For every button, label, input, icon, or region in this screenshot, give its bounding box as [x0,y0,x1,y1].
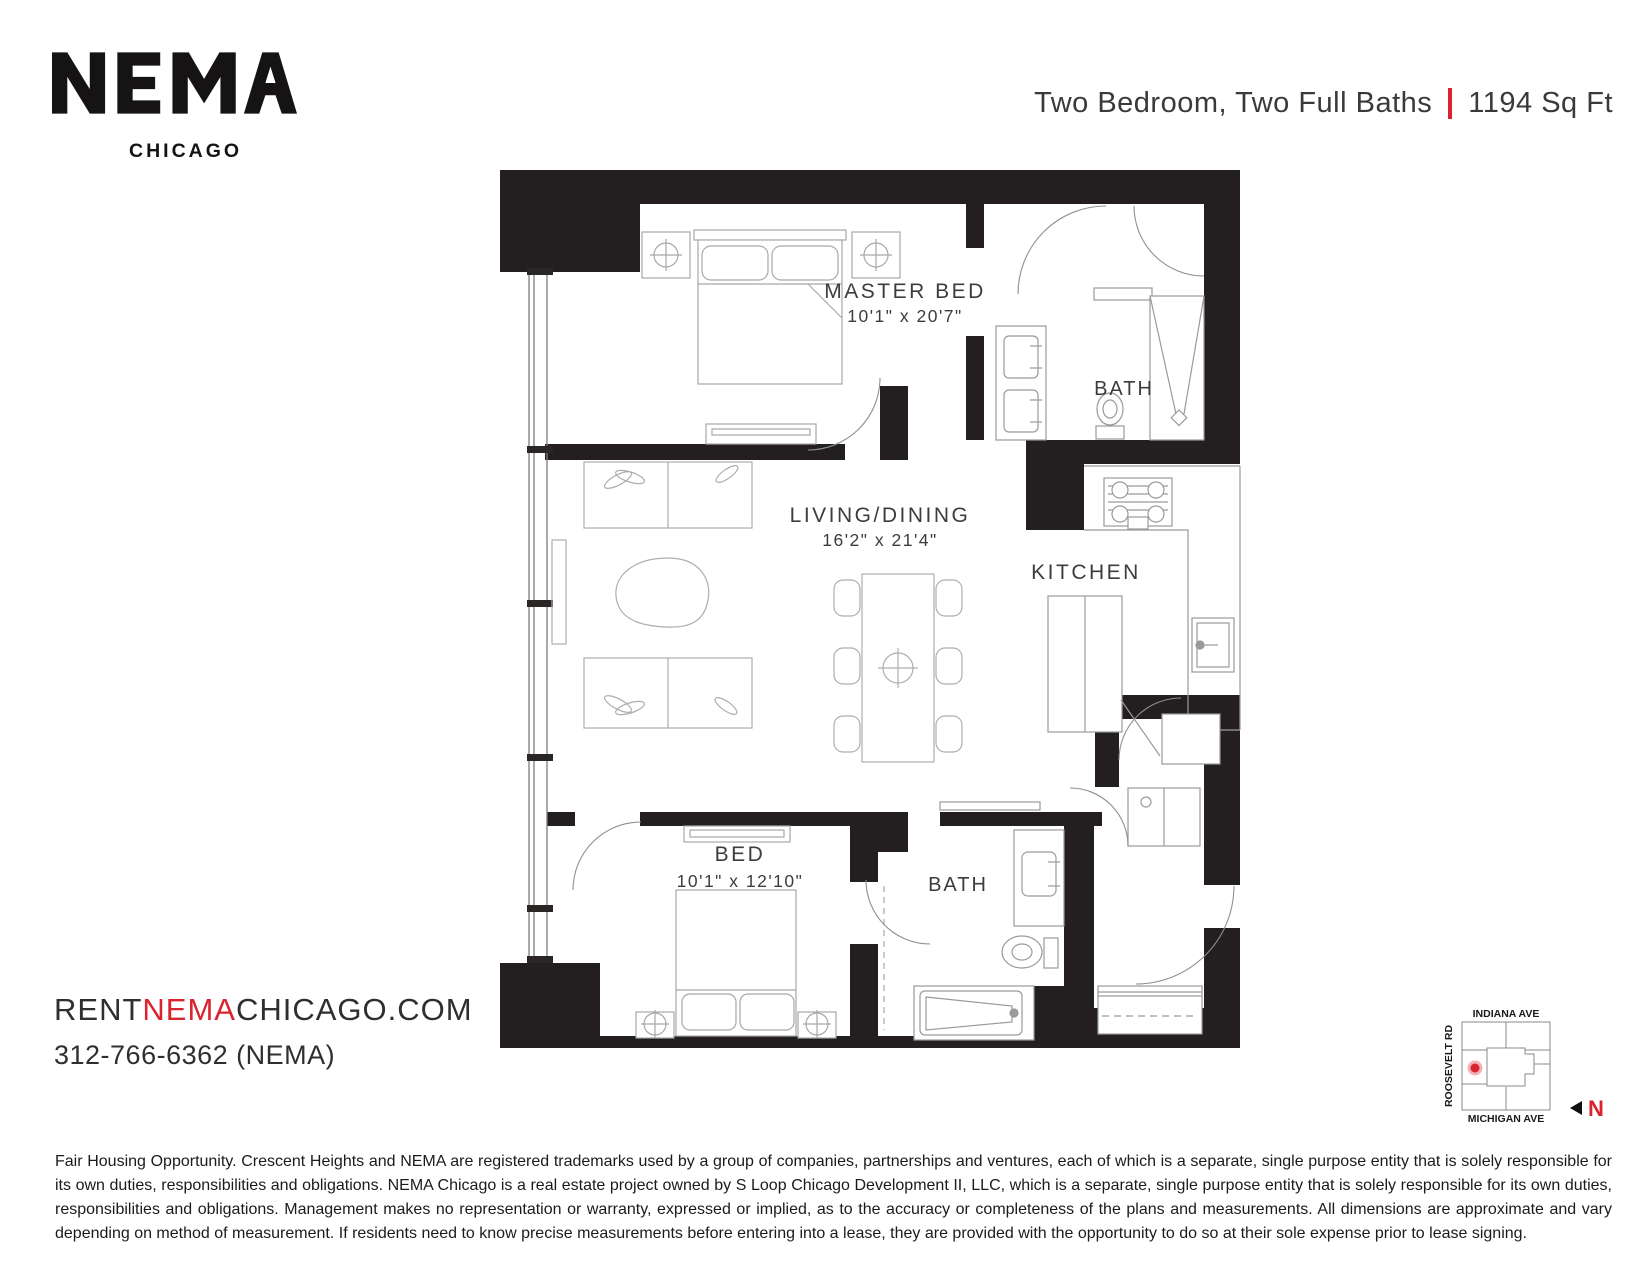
window-mullions [527,268,553,963]
compass-north-label: N [1588,1096,1604,1121]
map-street-top: INDIANA AVE [1472,1008,1540,1020]
website-suffix: CHICAGO.COM [235,992,473,1027]
label-living-dining-dims: 16'2" x 21'4" [822,530,938,550]
label-bed2: BED [714,843,766,866]
map-street-bottom: MICHIGAN AVE [1467,1113,1545,1125]
label-master-bed: MASTER BED [824,280,986,303]
window-wall [529,272,547,963]
master-bath-fixtures [996,288,1204,440]
nema-logo-icon [52,52,297,114]
label-bath1: BATH [1094,378,1154,400]
label-bed2-dims: 10'1" x 12'10" [676,871,804,891]
fair-housing-disclaimer: Fair Housing Opportunity. Crescent Heights and NEMA are registered trademarks used by a group of companies, partnerships and ventures, each of which is a separate, single purpose entity that is solely responsible for its own duties, responsibilities and obligations. NEMA Chicago is a real estate project owned by S Loop Chicago Development II, LLC, which is a separate, single purpose entity that is solely responsible for its own duties, responsibilities and obligations. Management makes no representation or warranty, expressed or implied, as to the accuracy or completeness of the plans and measurements. All dimensions are approximate and vary depending on method of measurement. If residents need to know precise measurements before entering into a lease, they are provided with the opportunity to do so at their sole expense prior to lease signing. [55,1153,1612,1242]
brand-city-label: CHICAGO [129,140,243,162]
master-bedroom-furniture [642,230,900,444]
compass-arrow-icon [1570,1101,1582,1115]
nema-logo [52,52,297,119]
floorplan-svg [498,168,1243,1048]
building-footprint [1487,1048,1534,1086]
phone-number: 312-766-6362 (NEMA) [54,1040,336,1070]
website-brand: NEMA [142,992,236,1027]
label-kitchen: KITCHEN [1031,561,1141,584]
label-living-dining: LIVING/DINING [789,504,971,527]
website-prefix: RENT [54,992,143,1027]
locator-map [1430,1008,1630,1128]
website-url [54,992,473,1028]
label-bath2: BATH [928,874,988,896]
locator-map-svg [1430,1008,1630,1128]
unit-header [1034,87,1613,120]
map-street-left: ROOSEVELT RD [1443,1024,1455,1108]
unit-type-label: Two Bedroom, Two Full Baths [1034,87,1433,119]
unit-area-label: 1194 Sq Ft [1468,87,1613,119]
label-master-bed-dims: 10'1" x 20'7" [847,306,963,326]
location-dot [1471,1064,1480,1073]
contact-block [54,992,473,1071]
header-divider [1448,88,1452,119]
floorplan-drawing [498,168,1243,1048]
